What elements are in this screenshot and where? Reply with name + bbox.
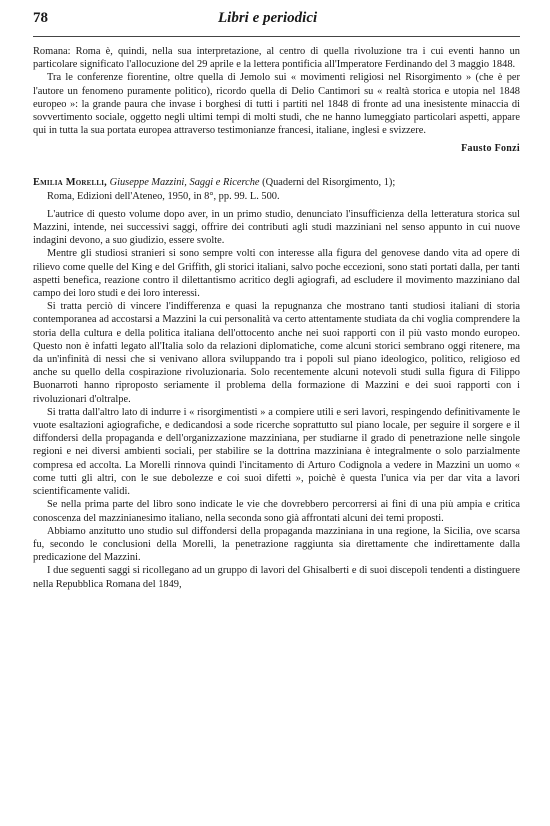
body-paragraph-7: I due seguenti saggi si ricollegano ad un gruppo di lavori del Ghisalberti e di suoi discepoli tendenti a distinguere nella Repubblica Romana del 1849, — [33, 565, 520, 590]
review-citation — [33, 176, 520, 202]
reviewer-signature: Fausto Fonzi — [461, 143, 520, 155]
intro-paragraph-2: Tra le conferenze fiorentine, oltre quella di Jemolo sui « movimenti religiosi nel Risorgimento » (che è per l'autore un fenomeno puramente politico), ricordo quella di Delio Cantimori su « realtà storica e utopia nel 1848 europeo »: la grande paura che invase i borghesi di tutti i partiti nel 1848 di fronte ad una inesistente minaccia di sovvertimento sociale, oggetto negli ultimi tempi di molti studi, che ne hanno lumeggiato particolari aspetti, appare qui in tutta la sua portata europea attraverso testimonianze francesi, italiane, inglesi e svizzere. — [33, 72, 520, 137]
running-title: Libri e periodici — [218, 10, 318, 26]
body-paragraph-2: Mentre gli studiosi stranieri si sono sempre volti con interesse alla figura del genovese dando vita ad opere di rilievo come quelle del King e del Griffith, gli storici italiani, salvo poche eccezioni, sono stati portati dalla, per tanti aspetti benefica, reazione contro il dilettantismo acritico degli agiografi, ad escludere il movimento mazziniano dal campo dei loro studi e dei loro interessi. — [33, 248, 520, 300]
review-book-title: Giuseppe Mazzini, Saggi e Ricerche — [109, 177, 260, 189]
body-paragraph-3: Si tratta perciò di vincere l'indifferenza e quasi la repugnanza che mostrano tanti studiosi italiani di storia contemporanea ad accostarsi a Mazzini la cui personalità va certo attentamente studiata da chi voglia comprendere la storia della cultura e della politica italiana dell'ottocento anche nei suoi rapporti con il più vasto mondo europeo. Questo non è infatti legato all'Italia solo da relazioni diplomatiche, come alcuni storici sembrano oggi ritenere, ma da un'infinità di nessi che si venivano allora sviluppando tra i popoli sul piano ideologico, politico, religioso ed anche su quello della cospirazione rivoluzionaria. Solo recentemente alcuni notevoli studi sulla figura di Filippo Buonarroti hanno riproposto seriamente il problema della formazione di Mazzini e dei suoi rapporti con i rivoluzionari d'oltralpe. — [33, 301, 520, 405]
running-header — [33, 10, 520, 37]
body-paragraph-4: Si tratta dall'altro lato di indurre i « risorgimentisti » a compiere utili e seri lavori, respingendo definitivamente le vuote esaltazioni agiografiche, e dedicandosi a sode ricerche soprattutto sul piano locale, per seguire il sorgere e il diffondersi della propaganda e dell'organizzazione mazziniana, per studiarne il grado di penetrazione nelle singole regioni e nei diversi ambienti sociali, per stabilire se la dottrina mazziniana è integralmente o solo parzialmente compresa ed accolta. La Morelli rinnova quindi l'incitamento di Arturo Codignola a vedere in Mazzini un uomo « come tutti gli altri, con le sue debolezze e coi suoi difetti », poichè è questa l'unica via per dar vita a lavori scientificamente validi. — [33, 406, 520, 498]
review-series: (Quaderni del Risorgimento, 1); — [262, 177, 396, 189]
page-number: 78 — [33, 10, 48, 26]
intro-paragraph-1: Romana: Roma è, quindi, nella sua interpretazione, al centro di quella rivoluzione tra i cui eventi hanno un particolare significato l'allocuzione del 29 aprile e la lettera pontificia all'Imperatore Ferdinando del 3 maggio 1848. — [33, 46, 520, 71]
review-publication: Roma, Edizioni dell'Ateneo, 1950, in 8°, pp. 99. L. 500. — [47, 190, 280, 202]
body-paragraph-6: Abbiamo anzitutto uno studio sul diffondersi della propaganda mazziniana in una regione, la Sicilia, ove scarsa fu, secondo le conclusioni della Morelli, la penetrazione raggiunta sia direttamente che indirettamente dalla predicazione del Mazzini. — [33, 525, 520, 564]
body-paragraph-1: L'autrice di questo volume dopo aver, in un primo studio, denunciato l'insufficienza della letteratura storica sul Mazzini, intende, nei successivi saggi, offrire dei contributi agli studi mazziniani nel senso appunto in cui nuove indagini devono, a suo giudizio, essere svolte. — [33, 208, 520, 247]
body-paragraph-5: Se nella prima parte del libro sono indicate le vie che dovrebbero percorrersi ai fini di una più ampia e critica conoscenza del mazzinianesimo italiano, nella seconda sono già affrontati alcuni dei temi proposti. — [33, 499, 520, 524]
review-author: Emilia Morelli, — [33, 177, 107, 189]
